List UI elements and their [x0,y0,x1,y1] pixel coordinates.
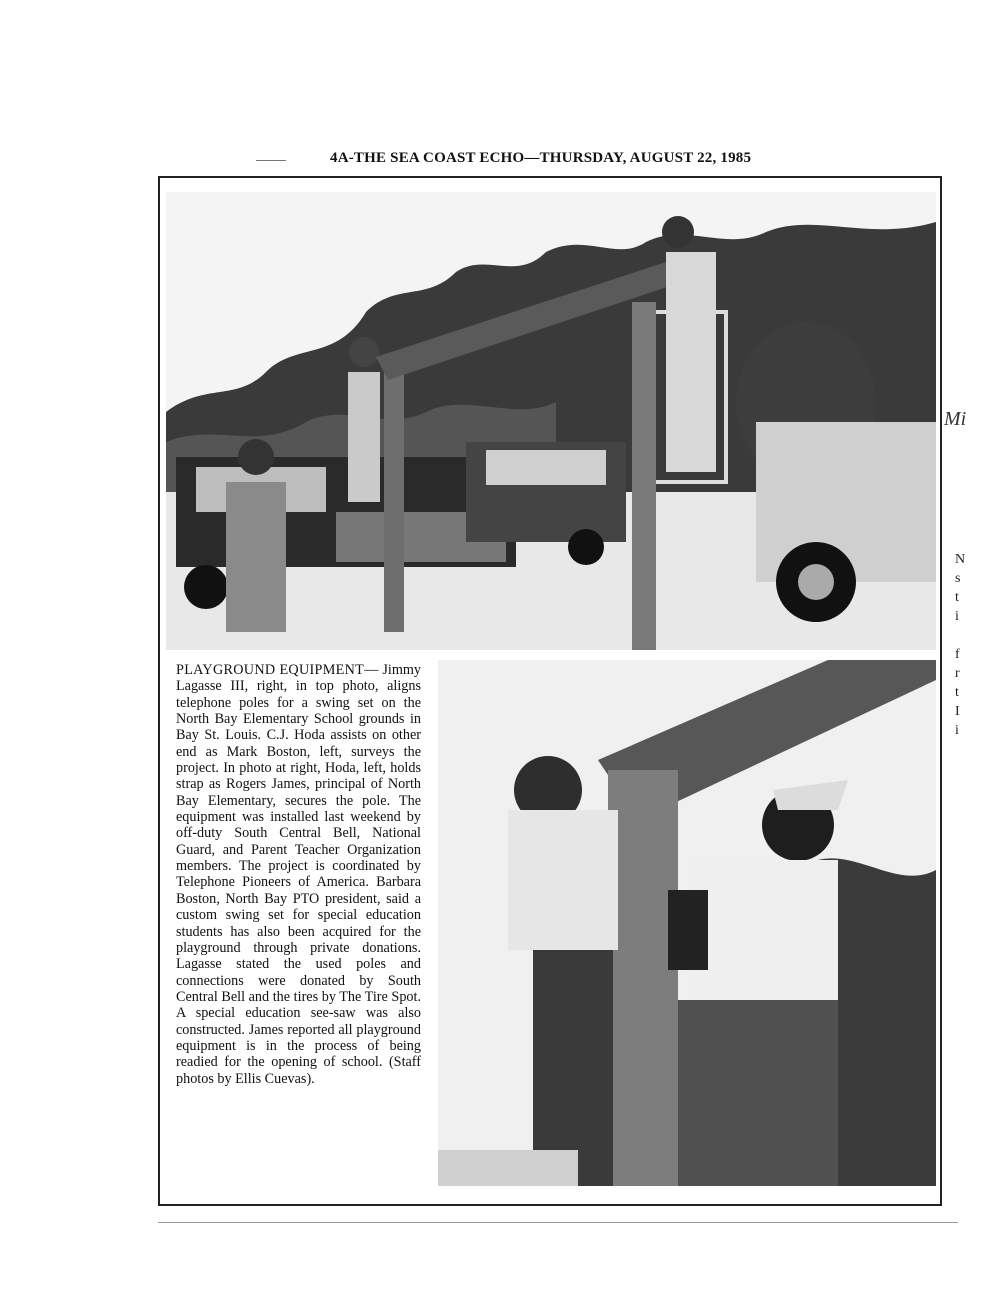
margin-letter: i [955,723,959,738]
adjacent-column-fragment: Mi [944,408,967,430]
margin-letter: f [955,647,960,662]
margin-letter [955,626,985,645]
margin-letter: s [955,571,961,586]
adjacent-column-letters [955,550,985,740]
margin-letter: r [955,666,960,681]
top-photo [166,192,936,650]
margin-letter: t [955,590,959,605]
page-header: 4A-THE SEA COAST ECHO—THURSDAY, AUGUST 22, 1985 [330,150,752,166]
photo-caption [176,662,421,1087]
margin-letter: I [955,704,960,719]
margin-letter: i [955,609,959,624]
caption-headline: PLAYGROUND EQUIPMENT— [176,662,379,678]
margin-letter: t [955,685,959,700]
margin-letter: N [955,552,966,567]
caption-body: Jimmy Lagasse III, right, in top photo, aligns telephone poles for a swing set on the North Bay Elementary School grounds in Bay St. Louis. C.J. Hoda assists on other end as Mark Boston, left, surveys the project. In photo at right, Hoda, left, holds strap as Rogers James, principal of North Bay Elementary, secures the pole. The equipment was installed last weekend by off-duty South Central Bell, National Guard, and Parent Teacher Organization members. The project is coordinated by Telephone Pioneers of America. Barbara Boston, North Bay PTO president, said a custom swing set for special education students has also been acquired for the playground through private donations. Lagasse stated the used poles and connections were donated by South Central Bell and the tires by The Tire Spot. A special education see-saw was also constructed. James reported all playground equipment is in the process of being readied for the opening of school. (Staff photos by Ellis Cuevas). [176,662,421,1087]
bottom-photo [438,660,936,1186]
scan-mark [256,160,286,161]
bottom-divider [158,1222,958,1223]
